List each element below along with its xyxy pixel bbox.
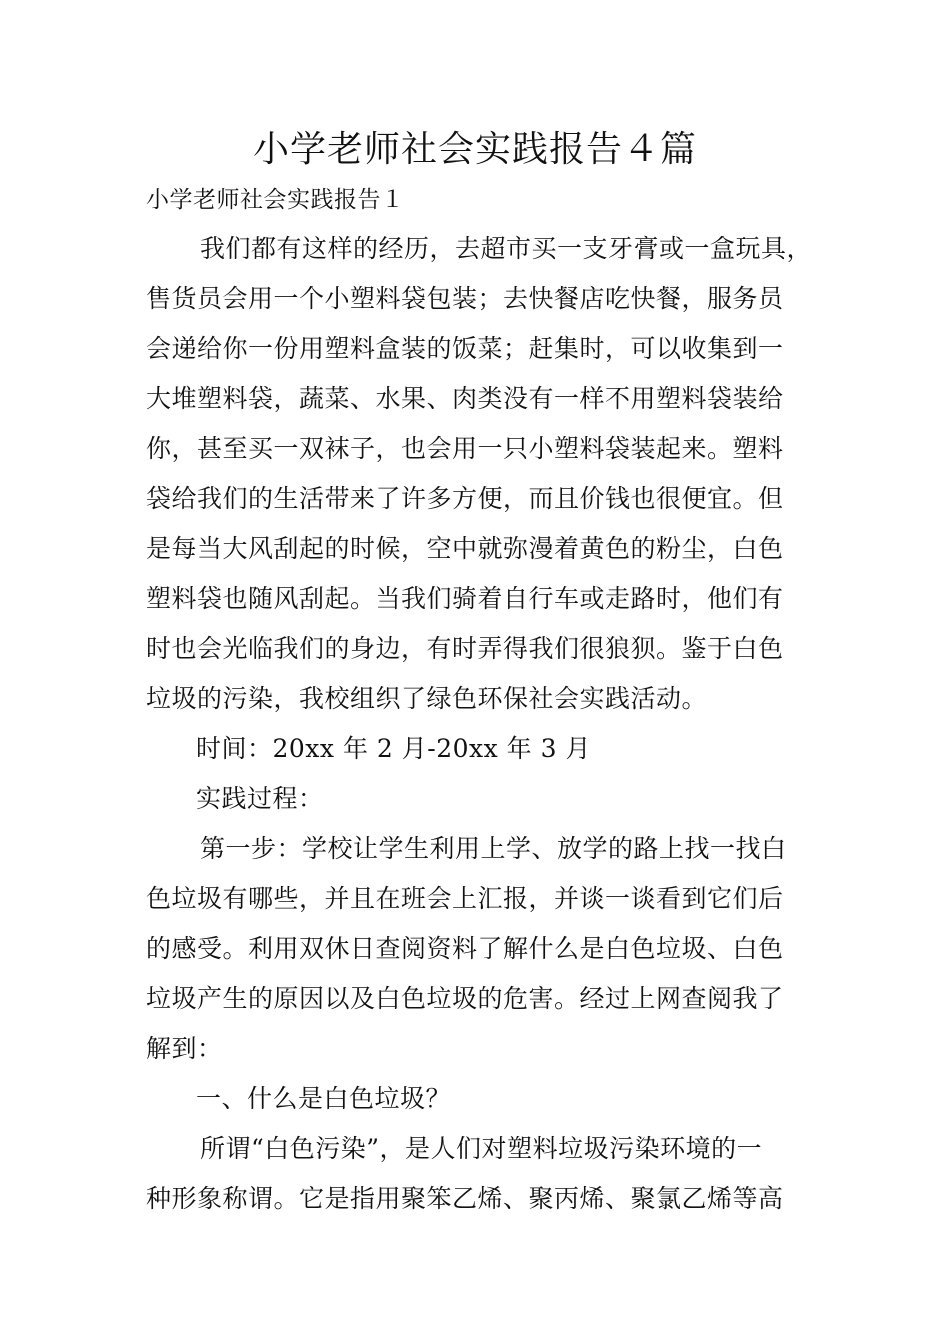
paragraph-line: 会递给你一份用塑料盒装的饭菜；赶集时，可以收集到一 [146,334,784,363]
question-heading: 一、什么是白色垃圾？ [196,1084,452,1113]
paragraph-line: 所谓“白色污染”，是人们对塑料垃圾污染环境的一 [200,1134,763,1163]
paragraph-line: 塑料袋也随风刮起。当我们骑着自行车或走路时，他们有 [146,584,784,613]
paragraph-line: 解到： [146,1034,223,1063]
time-line: 时间：20xx 年 2 月-20xx 年 3 月 [196,734,591,763]
paragraph-line: 大堆塑料袋，蔬菜、水果、肉类没有一样不用塑料袋装给 [146,384,784,413]
paragraph-line: 色垃圾有哪些，并且在班会上汇报，并谈一谈看到它们后 [146,884,784,913]
document-title: 小学老师社会实践报告４篇 [252,129,697,170]
paragraph-line: 袋给我们的生活带来了许多方便，而且价钱也很便宜。但 [146,484,784,513]
paragraph-line: 垃圾的污染，我校组织了绿色环保社会实践活动。 [146,684,708,713]
process-heading: 实践过程： [196,784,324,813]
paragraph-line: 你，甚至买一双袜子，也会用一只小塑料袋装起来。塑料 [146,434,784,463]
paragraph-line: 种形象称谓。它是指用聚笨乙烯、聚丙烯、聚氯乙烯等高 [146,1184,784,1213]
paragraph-line: 我们都有这样的经历，去超市买一支牙膏或一盒玩具， [200,234,813,263]
paragraph-line: 时也会光临我们的身边，有时弄得我们很狼狈。鉴于白色 [146,634,784,663]
section-heading: 小学老师社会实践报告１ [146,187,405,213]
paragraph-line: 第一步：学校让学生利用上学、放学的路上找一找白 [200,834,787,863]
paragraph-line: 的感受。利用双休日查阅资料了解什么是白色垃圾、白色 [146,934,784,963]
paragraph-line: 售货员会用一个小塑料袋包装；去快餐店吃快餐，服务员 [146,284,784,313]
paragraph-line: 垃圾产生的原因以及白色垃圾的危害。经过上网查阅我了 [146,984,784,1013]
paragraph-line: 是每当大风刮起的时候，空中就弥漫着黄色的粉尘，白色 [146,534,784,563]
